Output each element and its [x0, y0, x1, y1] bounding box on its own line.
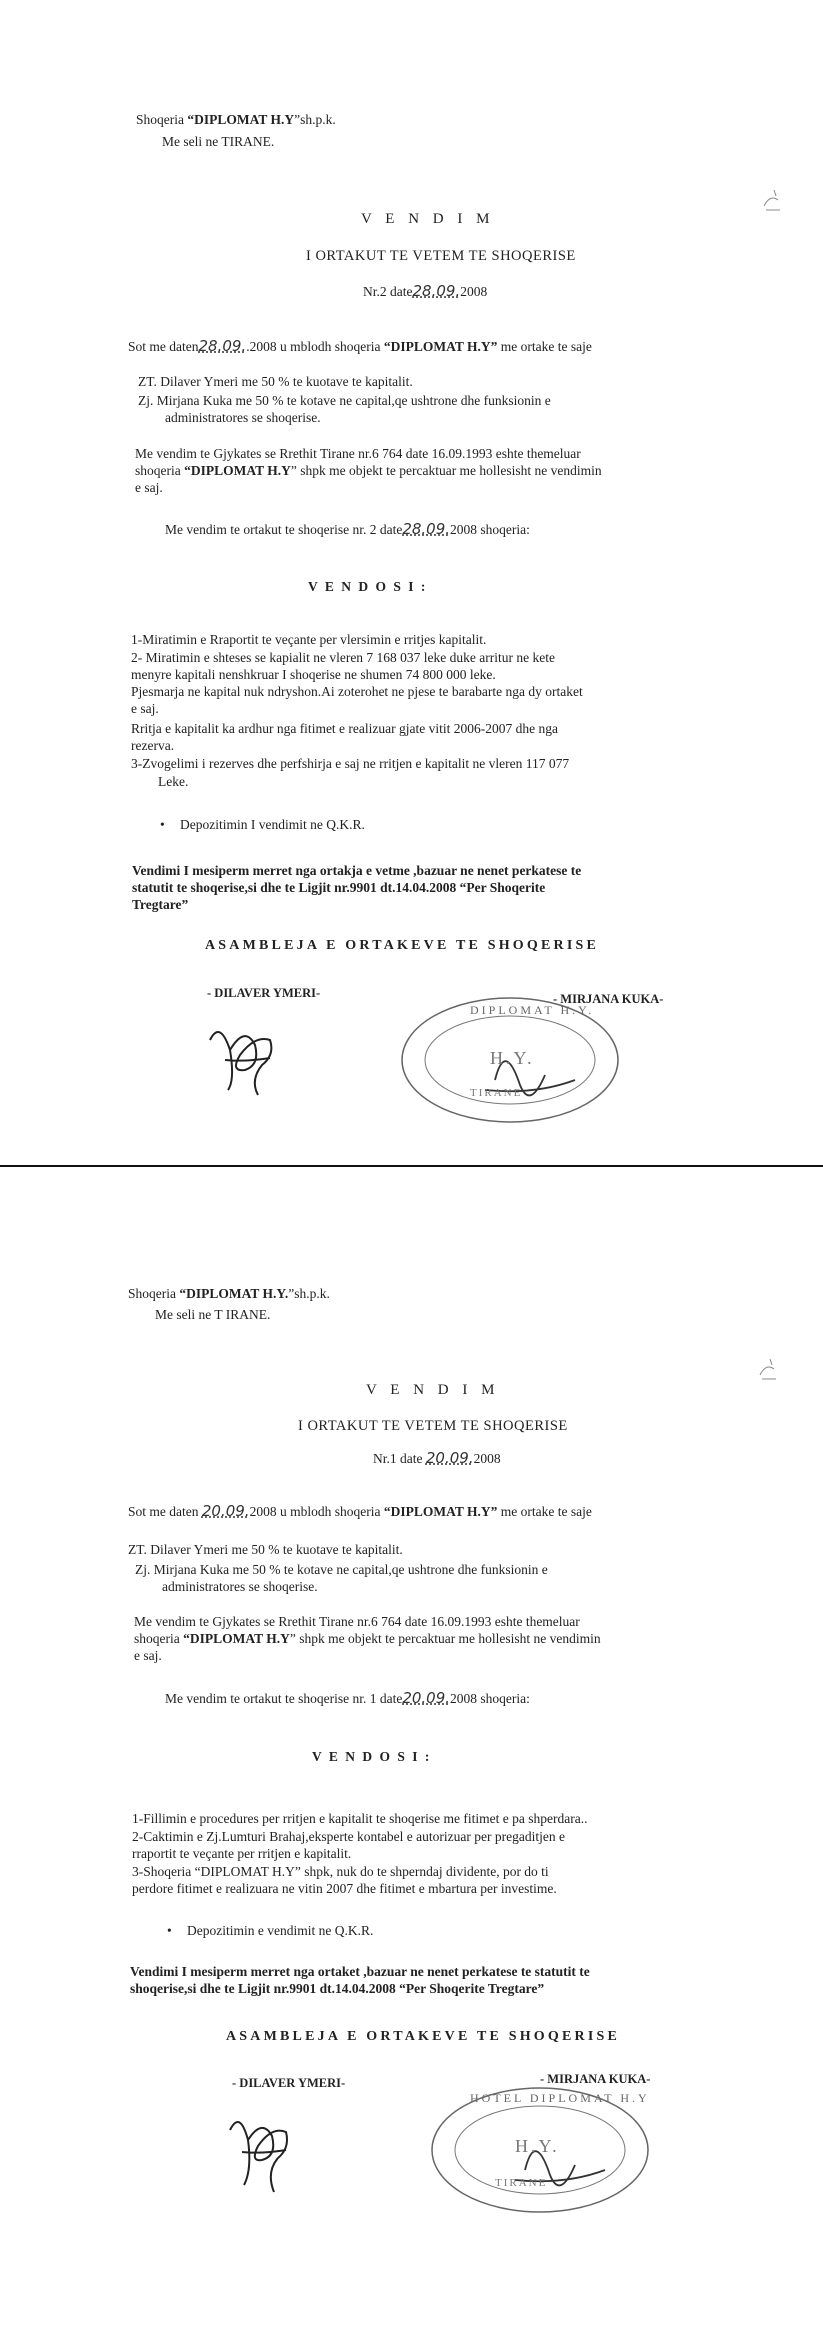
company-name: “DIPLOMAT H.Y.: [179, 1286, 289, 1301]
document-page-1: [0, 0, 823, 1165]
meeting-end: me ortake te saje: [497, 339, 592, 354]
company-prefix: Shoqeria: [128, 1286, 180, 1301]
company-line: [136, 111, 336, 128]
document-subtitle: I ORTAKUT TE VETEM TE SHOQERISE: [298, 1418, 568, 1434]
signatory-right: - MIRJANA KUKA-: [553, 992, 664, 1006]
meeting-end: me ortake te saje: [497, 1504, 592, 1519]
court-company: “DIPLOMAT H.Y: [184, 463, 291, 478]
company-prefix: Shoqeria: [136, 112, 188, 127]
meeting-prefix: Sot me daten: [128, 339, 199, 354]
company-name: “DIPLOMAT H.Y: [187, 112, 295, 127]
number-prefix: Nr.2 date: [363, 284, 413, 299]
list-item: 3-Shoqeria “DIPLOMAT H.Y” shpk, nuk do te shperndaj dividente, por do ti: [132, 1864, 549, 1879]
number-year: 2008: [460, 284, 488, 299]
company-suffix: ”sh.p.k.: [288, 1286, 330, 1301]
list-item: e saj.: [131, 701, 159, 716]
list-item: 3-Zvogelimi i rezerves dhe perfshirja e saj ne rritjen e kapitalit ne vleren 117 077: [131, 756, 570, 771]
list-item: perdore fitimet e realizuara ne vitin 2007 dhe fitimet e mbartura per investime.: [132, 1881, 557, 1896]
court-line-1: Me vendim te Gjykates se Rrethit Tirane nr.6 764 date 16.09.1993 eshte themeluar: [135, 446, 581, 461]
list-item: Rritja e kapitalit ka ardhur nga fitimet e realizuar gjate vitit 2006-2007 dhe nga: [131, 721, 558, 736]
signature-left-icon: [200, 1010, 290, 1100]
meeting-company: “DIPLOMAT H.Y”: [383, 1504, 498, 1519]
list-item: Leke.: [158, 774, 189, 789]
margin-scribble-icon: [756, 1355, 780, 1385]
court-line-3: e saj.: [135, 480, 163, 495]
court-line-2: [134, 1630, 601, 1647]
decision-prefix: Me vendim te ortakut te shoqerise nr. 1 date: [165, 1691, 403, 1706]
deposit-bullet: • Depozitimin e vendimit ne Q.K.R.: [187, 1922, 373, 1939]
handwritten-date: 28.09.: [412, 282, 461, 300]
assembly-heading: ASAMBLEJA E ORTAKEVE TE SHOQERISE: [226, 2029, 621, 2044]
list-item: rraportit te veçante per rritjen e kapitalit.: [132, 1846, 352, 1861]
deposit-bullet: • Depozitimin I vendimit ne Q.K.R.: [180, 816, 365, 833]
document-title: V E N D I M: [361, 211, 495, 227]
decision-suffix: 2008 shoqeria:: [450, 1691, 530, 1706]
court-prefix: shoqeria: [135, 463, 185, 478]
legal-basis-line-1: Vendimi I mesiperm merret nga ortaket ,bazuar ne nenet perkatese te statutit te: [130, 1964, 590, 1979]
number-prefix: Nr.1 date: [373, 1451, 426, 1466]
document-page-2: [0, 1180, 823, 2340]
list-item: 1-Miratimin e Rraportit te veçante per vlersimin e rritjes kapitalit.: [131, 632, 487, 647]
signatory-left: - DILAVER YMERI-: [207, 986, 321, 1000]
partner-2: Zj. Mirjana Kuka me 50 % te kotave ne capital,qe ushtrone dhe funksionin e: [135, 1562, 548, 1577]
margin-scribble-icon: [760, 186, 784, 216]
meeting-line: [128, 1503, 592, 1520]
document-title: V E N D I M: [366, 1382, 500, 1398]
stamp-inner: H.Y.: [515, 2136, 560, 2156]
legal-basis-line-1: Vendimi I mesiperm merret nga ortakja e vetme ,bazuar ne nenet perkatese te: [132, 863, 582, 878]
partner-1: ZT. Dilaver Ymeri me 50 % te kuotave te kapitalit.: [138, 374, 413, 389]
stamp-text: HOTEL DIPLOMAT H.Y: [470, 2091, 650, 2105]
court-line-1: Me vendim te Gjykates se Rrethit Tirane nr.6 764 date 16.09.1993 eshte themeluar: [134, 1614, 580, 1629]
stamp-city: TIRANE: [470, 1087, 523, 1099]
signature-left-icon: [222, 2100, 302, 2200]
court-prefix: shoqeria: [134, 1631, 184, 1646]
stamp-city: TIRANE: [495, 2177, 548, 2189]
stamp-inner: H.Y.: [490, 1048, 535, 1068]
list-item: rezerva.: [131, 738, 175, 753]
legal-basis-line-2: statutit te shoqerise,si dhe te Ligjit nr.9901 dt.14.04.2008 “Per Shoqerite: [132, 880, 546, 895]
list-item: 1-Fillimin e procedures per rritjen e kapitalit te shoqerise me fitimet e pa shperdara..: [132, 1811, 588, 1826]
decision-prefix: Me vendim te ortakut te shoqerise nr. 2 date: [165, 522, 403, 537]
legal-basis-line-2: shoqerise,si dhe te Ligjit nr.9901 dt.14.04.2008 “Per Shoqerite Tregtare”: [130, 1981, 545, 1996]
signatory-left: - DILAVER YMERI-: [232, 2076, 346, 2090]
company-seat: Me seli ne TIRANE.: [162, 134, 275, 149]
document-subtitle: I ORTAKUT TE VETEM TE SHOQERISE: [306, 248, 576, 264]
handwritten-date: 20.09.: [201, 1502, 250, 1520]
meeting-line: [128, 338, 592, 355]
assembly-heading: ASAMBLEJA E ORTAKEVE TE SHOQERISE: [205, 938, 600, 953]
stamp-text: DIPLOMAT H.Y.: [470, 1003, 595, 1017]
company-line: [128, 1285, 330, 1302]
decision-line: [165, 1690, 530, 1707]
handwritten-date: 28.09.: [402, 520, 451, 538]
signatory-right: - MIRJANA KUKA-: [540, 2072, 651, 2086]
number-year: 2008: [473, 1451, 501, 1466]
handwritten-date: 28.09.: [198, 337, 247, 355]
legal-basis-line-3: Tregtare”: [132, 897, 189, 912]
court-line-2: [135, 462, 602, 479]
company-suffix: ”sh.p.k.: [294, 112, 336, 127]
partner-2-continued: administratores se shoqerise.: [165, 410, 321, 425]
partner-2-continued: administratores se shoqerise.: [162, 1579, 318, 1594]
handwritten-date: 20.09.: [402, 1689, 451, 1707]
court-line-3: e saj.: [134, 1648, 162, 1663]
court-company: “DIPLOMAT H.Y: [183, 1631, 290, 1646]
decision-suffix: 2008 shoqeria:: [450, 522, 530, 537]
company-seat: Me seli ne T IRANE.: [155, 1307, 271, 1322]
partner-2: Zj. Mirjana Kuka me 50 % te kotave ne capital,qe ushtrone dhe funksionin e: [138, 393, 551, 408]
list-item: menyre kapitali nenshkruar I shoqerise ne shumen 74 800 000 leke.: [131, 667, 496, 682]
meeting-mid: 2008 u mblodh shoqeria: [249, 1504, 384, 1519]
document-number: [373, 1450, 501, 1467]
meeting-company: “DIPLOMAT H.Y”: [383, 339, 498, 354]
decides-heading: V E N D O S I :: [308, 579, 428, 594]
court-suffix: ” shpk me objekt te percaktuar me hollesisht ne vendimin: [290, 463, 602, 478]
document-number: [363, 283, 487, 300]
partner-1: ZT. Dilaver Ymeri me 50 % te kuotave te kapitalit.: [128, 1542, 403, 1557]
meeting-mid: .2008 u mblodh shoqeria: [246, 339, 384, 354]
handwritten-date: 20.09.: [425, 1449, 474, 1467]
list-item: 2-Caktimin e Zj.Lumturi Brahaj,eksperte kontabel e autorizuar per pregaditjen e: [132, 1829, 565, 1844]
court-suffix: ” shpk me objekt te percaktuar me hollesisht ne vendimin: [289, 1631, 601, 1646]
decides-heading: V E N D O S I :: [312, 1749, 432, 1764]
decision-line: [165, 521, 530, 538]
list-item: Pjesmarja ne kapital nuk ndryshon.Ai zoterohet ne pjese te barabarte nga dy ortaket: [131, 684, 583, 699]
meeting-prefix: Sot me daten: [128, 1504, 202, 1519]
list-item: 2- Miratimin e shteses se kapialit ne vleren 7 168 037 leke duke arritur ne kete: [131, 650, 555, 665]
